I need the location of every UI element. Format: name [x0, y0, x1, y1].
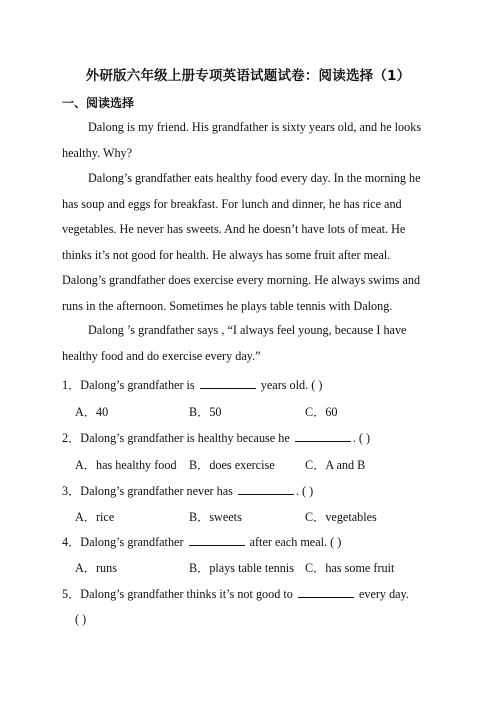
question-3 [62, 482, 313, 499]
answer-blank[interactable] [200, 378, 256, 389]
question-text: Dalong’s grandfather never has [80, 484, 236, 498]
option-c[interactable]: C．vegetables [305, 510, 377, 524]
option-c[interactable]: C．has some fruit [305, 561, 395, 575]
question-1 [62, 376, 322, 393]
question-5 [62, 585, 409, 602]
question-2 [62, 429, 370, 446]
question-number: 1． [62, 378, 81, 392]
question-number: 3． [62, 484, 81, 498]
question-5-answer-parens[interactable]: ( ) [75, 612, 87, 626]
option-a[interactable]: A．has healthy food [75, 458, 177, 472]
question-text: years old. ( ) [257, 378, 323, 392]
answer-blank[interactable] [295, 431, 351, 442]
passage-paragraph: Dalong is my friend. His grandfather is sixty years old, and he looks healthy. Why? [62, 120, 422, 160]
question-text: every day. [355, 587, 409, 601]
option-a[interactable]: A．runs [75, 561, 117, 575]
question-text: Dalong’s grandfather [80, 535, 187, 549]
question-number: 4． [62, 535, 81, 549]
question-4 [62, 533, 341, 550]
option-c[interactable]: C．60 [305, 405, 338, 419]
question-text: Dalong’s grandfather is [80, 378, 198, 392]
answer-blank[interactable] [189, 535, 245, 546]
option-b[interactable]: B．does exercise [189, 458, 275, 472]
option-c[interactable]: C．A and B [305, 458, 366, 472]
passage-paragraph: Dalong’s grandfather eats healthy food every day. In the morning he has soup and eggs for breakfast. For lunch and dinner, he has rice and vegetables. He never has sweets. And he doesn’t have lots of meat. He thinks it’s not good for health. He always has some fruit after meal. Dalong’s grandfather does exercise every morning. He always swims and runs in the afternoon. Sometimes he plays table tennis with Dalong. [62, 171, 421, 313]
page-title: 外研版六年级上册专项英语试题试卷：阅读选择（1） [85, 68, 411, 84]
question-text: Dalong’s grandfather thinks it’s not good to [80, 587, 296, 601]
answer-blank[interactable] [298, 587, 354, 598]
question-text: after each meal. ( ) [246, 535, 342, 549]
option-a[interactable]: A．40 [75, 405, 109, 419]
option-a[interactable]: A．rice [75, 510, 115, 524]
passage-paragraph: Dalong ’s grandfather says , “I always feel young, because I have healthy food and do exercise every day.” [62, 323, 407, 363]
question-text: . ( ) [295, 484, 314, 498]
option-b[interactable]: B．sweets [189, 510, 242, 524]
question-number: 2． [62, 431, 81, 445]
option-b[interactable]: B．plays table tennis [189, 561, 294, 575]
answer-blank[interactable] [238, 484, 294, 495]
option-b[interactable]: B．50 [189, 405, 222, 419]
question-text: . ( ) [352, 431, 371, 445]
section-heading: 一、阅读选择 [62, 96, 135, 110]
question-text: Dalong’s grandfather is healthy because he [80, 431, 293, 445]
question-number: 5． [62, 587, 81, 601]
